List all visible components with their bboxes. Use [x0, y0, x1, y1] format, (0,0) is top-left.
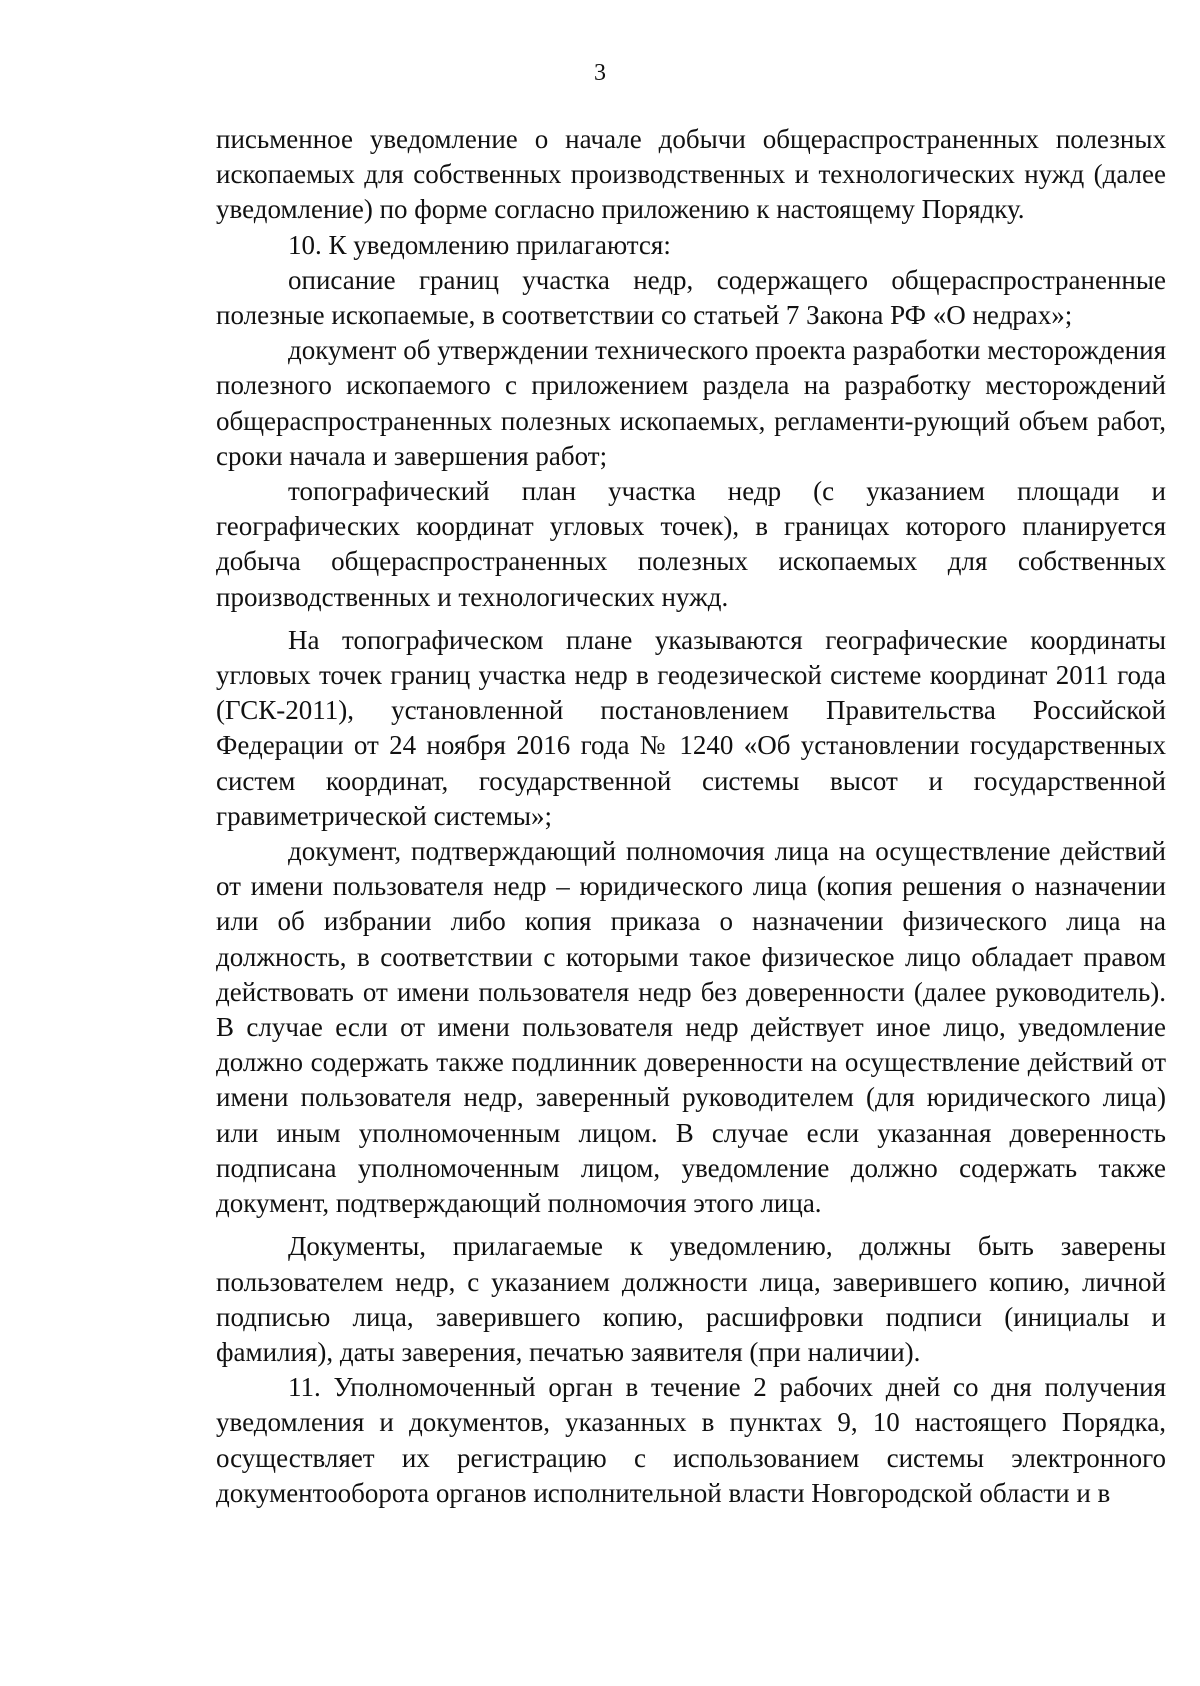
document-body	[216, 122, 1166, 1511]
paragraph-item-11: 11. Уполномоченный орган в течение 2 рабочих дней со дня получения уведомления и документов, указанных в пунктах 9, 10 настоящего Порядка, осуществляет их регистрацию с использованием системы электронного документооборота органов исполнительной власти Новгородской области и в	[216, 1372, 1166, 1508]
paragraph-authority-document: документ, подтверждающий полномочия лица на осуществление действий от имени пользователя недр – юридического лица (копия решения о назначении или об избрании либо копия приказа о назначении физического лица на должность, в соответствии с которыми такое физическое лицо обладает правом действовать от имени пользователя недр без доверенности (далее руководитель). В случае если от имени пользователя недр действует иное лицо, уведомление должно содержать также подлинник доверенности на осуществление действий от имени пользователя недр, заверенный руководителем (для юридического лица) или иным уполномоченным лицом. В случае если указанная доверенность подписана уполномоченным лицом, уведомление должно содержать также документ, подтверждающий полномочия этого лица.	[216, 836, 1166, 1219]
paragraph-continuation: письменное уведомление о начале добычи общераспространенных полезных ископаемых для собственных производственных и технологических нужд (далее уведомление) по форме согласно приложению к настоящему Порядку.	[216, 124, 1166, 225]
page-number: 3	[594, 60, 606, 86]
paragraph-item-10: 10. К уведомлению прилагаются:	[288, 229, 671, 260]
paragraph-technical-project: документ об утверждении технического проекта разработки месторождения полезного ископаемого с приложением раздела на разработку месторождений общераспространенных полезных ископаемых, регламенти-рующий объем работ, сроки начала и завершения работ;	[216, 335, 1166, 471]
paragraph-boundaries-description: описание границ участка недр, содержащего общераспространенные полезные ископаемые, в соответствии со статьей 7 Закона РФ «О недрах»;	[216, 264, 1166, 331]
paragraph-certification: Документы, прилагаемые к уведомлению, должны быть заверены пользователем недр, с указанием должности лица, заверившего копию, личной подписью лица, заверившего копию, расшифровки подписи (инициалы и фамилия), даты заверения, печатью заявителя (при наличии).	[216, 1231, 1166, 1367]
paragraph-topographic-plan: топографический план участка недр (с указанием площади и географических координат угловых точек), в границах которого планируется добыча общераспространенных полезных ископаемых для собственных производственных и технологических нужд.	[216, 476, 1166, 612]
paragraph-coordinates: На топографическом плане указываются географические координаты угловых точек границ участка недр в геодезической системе координат 2011 года (ГСК-2011), установленной постановлением Правительства Российской Федерации от 24 ноября 2016 года № 1240 «Об установлении государственных систем координат, государственной системы высот и государственной гравиметрической системы»;	[216, 624, 1166, 831]
